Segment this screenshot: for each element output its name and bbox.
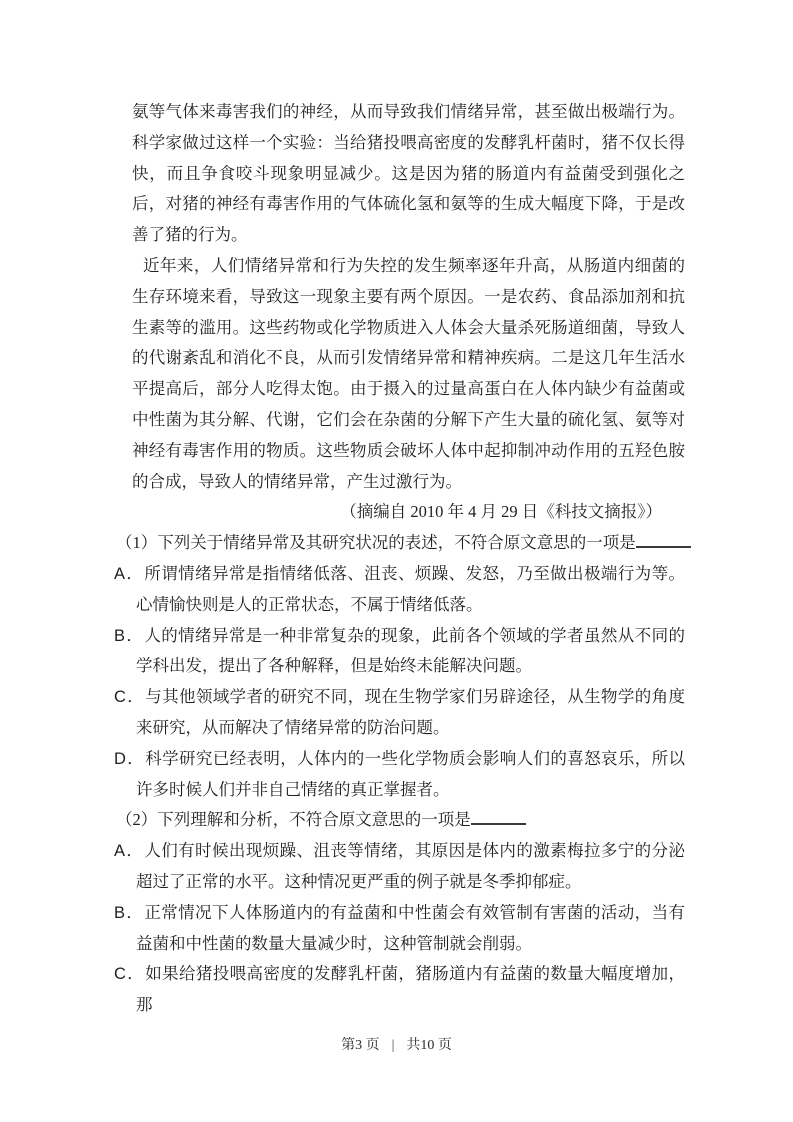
option-label: A． (114, 564, 145, 583)
article-paragraph: 近年来，人们情绪异常和行为失控的发生频率逐年升高，从肠道内细菌的生存环境来看，导致这一现象主要有两个原因。一是农药、食品添加剂和抗生素等的滥用。这些药物或化学物质进入人体会大量杀死肠道细菌，导致人的代谢紊乱和消化不良，从而引发情绪异常和精神疾病。二是这几年生活水平提高后，部分人吃得太饱。由于摄入的过量高蛋白在人体内缺少有益菌或中性菌为其分解、代谢，它们会在杂菌的分解下产生大量的硫化氢、氨等对神经有毒害作用的物质。这些物质会破坏人体中起抑制冲动作用的五羟色胺的合成，导致人的情绪异常，产生过激行为。 (132, 255, 685, 491)
option-text: 与其他领域学者的研究不同，现在生物学家们另辟途径，从生物学的角度来研究，从而解决了情绪异常的防治问题。 (136, 687, 686, 737)
option-label: B． (114, 903, 145, 922)
option-label: C． (114, 688, 146, 707)
option-label: B． (114, 626, 145, 645)
question-1-option-d (114, 744, 685, 806)
page-number-current: 第3 页 (341, 1038, 380, 1053)
option-text: 正常情况下人体肠道内的有益菌和中性菌会有效管制有害菌的活动，当有益菌和中性菌的数量大量减少时，这种管制就会削弱。 (136, 902, 685, 953)
answer-blank (471, 809, 526, 825)
option-label: A． (114, 842, 145, 861)
question-2-option-c (114, 959, 685, 1021)
page-footer (0, 1034, 793, 1054)
question-1-option-b (114, 621, 685, 683)
question-stem-text: （1）下列关于情绪异常及其研究状况的表述，不符合原文意思的一项是 (116, 533, 636, 553)
option-text: 科学研究已经表明，人体内的一些化学物质会影响人们的喜怒哀乐，所以许多时候人们并非自己情绪的真正掌握者。 (136, 748, 686, 799)
page-content (114, 97, 685, 1021)
question-2-option-a (114, 836, 685, 898)
option-label: D． (114, 749, 146, 768)
source-attribution: （摘编自 2010 年 4 月 29 日《科技文摘报》） (340, 502, 662, 522)
option-text: 人们有时候出现烦躁、沮丧等情绪，其原因是体内的激素梅拉多宁的分泌超过了正常的水平。这种情况更严重的例子就是冬季抑郁症。 (136, 841, 685, 891)
question-1-stem (114, 528, 685, 559)
question-1-option-a (114, 559, 685, 621)
question-1-option-c (114, 682, 685, 744)
question-stem-text: （2）下列理解和分析，不符合原文意思的一项是 (116, 810, 471, 830)
footer-divider: | (391, 1038, 395, 1053)
question-2-option-b (114, 898, 685, 960)
option-text: 所谓情绪异常是指情绪低落、沮丧、烦躁、发怒，乃至做出极端行为等。心情愉快则是人的正常状态，不属于情绪低落。 (136, 563, 685, 614)
question-2-stem (114, 805, 685, 836)
answer-blank (636, 532, 691, 548)
page-number-total: 共10 页 (406, 1038, 452, 1053)
option-text: 人的情绪异常是一种非常复杂的现象，此前各个领域的学者虽然从不同的学科出发，提出了各种解释，但是始终未能解决问题。 (136, 625, 685, 676)
option-text: 如果给猪投喂高密度的发酵乳杆菌，猪肠道内有益菌的数量大幅度增加，那 (136, 964, 686, 1015)
article-paragraph: 氨等气体来毒害我们的神经，从而导致我们情绪异常，甚至做出极端行为。科学家做过这样一个实验：当给猪投喂高密度的发酵乳杆菌时，猪不仅长得快，而且争食咬斗现象明显减少。这是因为猪的肠道内有益菌受到强化之后，对猪的神经有毒害作用的气体硫化氢和氨等的生成大幅度下降，于是改善了猪的行为。 (132, 102, 685, 245)
option-label: C． (114, 965, 146, 984)
